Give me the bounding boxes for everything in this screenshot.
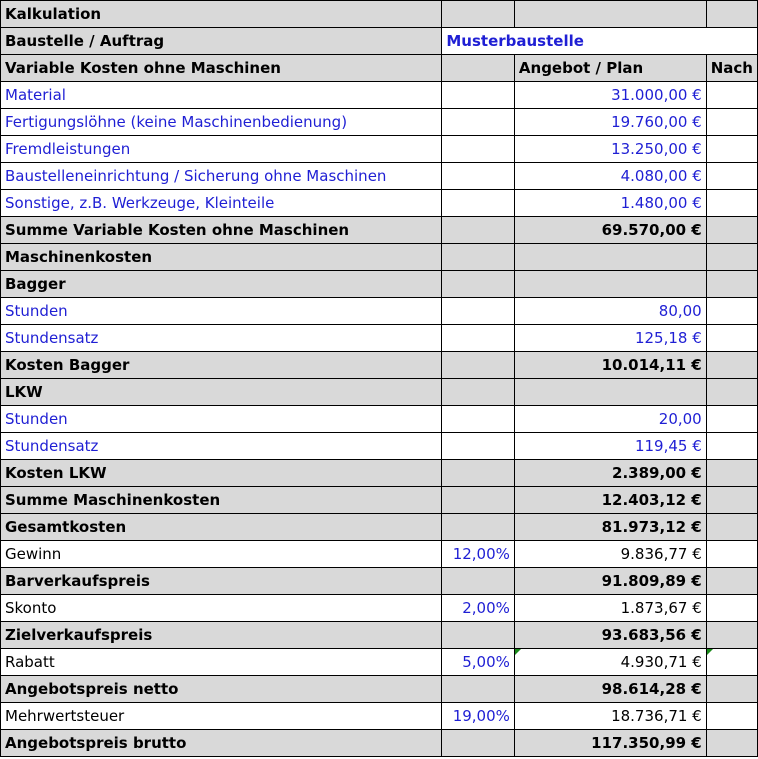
row-label[interactable]: Stundensatz — [1, 325, 442, 352]
cell[interactable] — [706, 217, 757, 244]
row-value[interactable]: 19.760,00 € — [514, 109, 706, 136]
row-percent[interactable] — [442, 271, 515, 298]
cell[interactable] — [706, 271, 757, 298]
cell[interactable] — [706, 163, 757, 190]
row-value[interactable] — [514, 379, 706, 406]
row-value[interactable]: 31.000,00 € — [514, 82, 706, 109]
row-percent[interactable]: 19,00% — [442, 703, 515, 730]
table-row — [1, 379, 758, 406]
table-row — [1, 298, 758, 325]
table-row — [1, 460, 758, 487]
row-percent[interactable] — [442, 190, 515, 217]
row-label[interactable]: Kosten Bagger — [1, 352, 442, 379]
row-label[interactable]: Barverkaufspreis — [1, 568, 442, 595]
cell[interactable] — [706, 595, 757, 622]
cell[interactable] — [706, 487, 757, 514]
row-percent[interactable] — [442, 676, 515, 703]
row-value[interactable]: 80,00 — [514, 298, 706, 325]
row-percent[interactable] — [442, 622, 515, 649]
table-row — [1, 514, 758, 541]
cell[interactable] — [706, 730, 757, 757]
row-value[interactable]: 125,18 € — [514, 325, 706, 352]
row-value[interactable]: 9.836,77 € — [514, 541, 706, 568]
table-row — [1, 703, 758, 730]
row-label[interactable]: Gesamtkosten — [1, 514, 442, 541]
cell[interactable] — [706, 541, 757, 568]
row-label[interactable]: Summe Maschinenkosten — [1, 487, 442, 514]
row-label[interactable]: Mehrwertsteuer — [1, 703, 442, 730]
row-percent[interactable] — [442, 136, 515, 163]
table-row — [1, 541, 758, 568]
column-header-next[interactable]: Nach — [706, 55, 757, 82]
row-percent[interactable] — [442, 460, 515, 487]
row-value[interactable] — [514, 244, 706, 271]
cell[interactable] — [706, 82, 757, 109]
table-row — [1, 271, 758, 298]
cell[interactable] — [706, 136, 757, 163]
table-row — [1, 217, 758, 244]
row-value[interactable]: 12.403,12 € — [514, 487, 706, 514]
table-row — [1, 136, 758, 163]
row-label[interactable]: Rabatt — [1, 649, 442, 676]
cell[interactable] — [706, 325, 757, 352]
table-row — [1, 163, 758, 190]
row-label[interactable]: Stunden — [1, 406, 442, 433]
row-percent[interactable] — [442, 406, 515, 433]
row-percent[interactable] — [442, 514, 515, 541]
table-row — [1, 190, 758, 217]
cell[interactable] — [706, 622, 757, 649]
row-percent[interactable] — [442, 379, 515, 406]
row-label[interactable]: Maschinenkosten — [1, 244, 442, 271]
row-value[interactable]: 81.973,12 € — [514, 514, 706, 541]
cell[interactable] — [442, 1, 515, 28]
row-label[interactable]: Angebotspreis brutto — [1, 730, 442, 757]
row-label[interactable]: Fertigungslöhne (keine Maschinenbedienung) — [1, 109, 442, 136]
row-value[interactable]: 119,45 € — [514, 433, 706, 460]
row-percent[interactable] — [442, 433, 515, 460]
sheet-title[interactable]: Kalkulation — [1, 1, 442, 28]
table-row — [1, 676, 758, 703]
cell[interactable] — [706, 676, 757, 703]
table-row — [1, 406, 758, 433]
table-row — [1, 352, 758, 379]
row-percent[interactable] — [442, 730, 515, 757]
table-row — [1, 568, 758, 595]
row-value[interactable]: 98.614,28 € — [514, 676, 706, 703]
table-row — [1, 82, 758, 109]
cell[interactable] — [706, 703, 757, 730]
row-percent[interactable] — [442, 82, 515, 109]
cell[interactable] — [706, 460, 757, 487]
row-percent[interactable]: 12,00% — [442, 541, 515, 568]
table-row — [1, 433, 758, 460]
row-label[interactable]: Gewinn — [1, 541, 442, 568]
row-label[interactable]: Baustelleneinrichtung / Sicherung ohne Maschinen — [1, 163, 442, 190]
cell[interactable] — [706, 568, 757, 595]
table-row — [1, 595, 758, 622]
table-row — [1, 649, 758, 676]
row-label[interactable]: Material — [1, 82, 442, 109]
cell[interactable] — [706, 298, 757, 325]
row-percent[interactable] — [442, 109, 515, 136]
row-percent[interactable]: 5,00% — [442, 649, 515, 676]
row-label[interactable]: Stundensatz — [1, 433, 442, 460]
cell[interactable] — [706, 379, 757, 406]
table-row — [1, 622, 758, 649]
row-label[interactable]: Sonstige, z.B. Werkzeuge, Kleinteile — [1, 190, 442, 217]
row-percent[interactable]: 2,00% — [442, 595, 515, 622]
row-value[interactable]: 20,00 — [514, 406, 706, 433]
row-value[interactable]: 18.736,71 € — [514, 703, 706, 730]
row-label[interactable]: Zielverkaufspreis — [1, 622, 442, 649]
row-value[interactable] — [514, 271, 706, 298]
table-row — [1, 487, 758, 514]
row-label[interactable]: Angebotspreis netto — [1, 676, 442, 703]
project-label[interactable]: Baustelle / Auftrag — [1, 28, 442, 55]
cell[interactable] — [514, 1, 706, 28]
cell[interactable] — [706, 352, 757, 379]
row-label[interactable]: Skonto — [1, 595, 442, 622]
row-percent[interactable] — [442, 325, 515, 352]
row-percent[interactable] — [442, 487, 515, 514]
table-row — [1, 730, 758, 757]
row-value[interactable]: 4.080,00 € — [514, 163, 706, 190]
row-value[interactable]: 2.389,00 € — [514, 460, 706, 487]
row-value[interactable]: 1.873,67 € — [514, 595, 706, 622]
section-header[interactable]: Variable Kosten ohne Maschinen — [1, 55, 442, 82]
row-label[interactable]: Bagger — [1, 271, 442, 298]
row-label[interactable]: Kosten LKW — [1, 460, 442, 487]
row-value[interactable]: 1.480,00 € — [514, 190, 706, 217]
table-row — [1, 244, 758, 271]
table-row — [1, 109, 758, 136]
row-value[interactable]: 13.250,00 € — [514, 136, 706, 163]
row-label[interactable]: Stunden — [1, 298, 442, 325]
table-row — [1, 325, 758, 352]
title-row — [1, 1, 758, 28]
row-value[interactable]: 10.014,11 € — [514, 352, 706, 379]
row-percent[interactable] — [442, 352, 515, 379]
column-header-plan[interactable]: Angebot / Plan — [514, 55, 706, 82]
row-percent[interactable] — [442, 298, 515, 325]
row-percent[interactable] — [442, 217, 515, 244]
cell[interactable] — [706, 514, 757, 541]
cell[interactable] — [706, 109, 757, 136]
row-value[interactable]: 69.570,00 € — [514, 217, 706, 244]
row-percent[interactable] — [442, 163, 515, 190]
row-percent[interactable] — [442, 568, 515, 595]
row-value[interactable]: 93.683,56 € — [514, 622, 706, 649]
cell[interactable] — [706, 244, 757, 271]
cell[interactable] — [706, 190, 757, 217]
row-label[interactable]: LKW — [1, 379, 442, 406]
cell[interactable] — [706, 433, 757, 460]
row-value[interactable]: 4.930,71 € — [514, 649, 706, 676]
row-value[interactable]: 117.350,99 € — [514, 730, 706, 757]
column-header-row — [1, 55, 758, 82]
cell[interactable] — [706, 406, 757, 433]
cell[interactable] — [706, 649, 757, 676]
row-label[interactable]: Fremdleistungen — [1, 136, 442, 163]
project-row — [1, 28, 758, 55]
row-value[interactable]: 91.809,89 € — [514, 568, 706, 595]
cell[interactable] — [442, 55, 515, 82]
project-value[interactable]: Musterbaustelle — [442, 28, 758, 55]
row-percent[interactable] — [442, 244, 515, 271]
row-label[interactable]: Summe Variable Kosten ohne Maschinen — [1, 217, 442, 244]
cell[interactable] — [706, 1, 757, 28]
